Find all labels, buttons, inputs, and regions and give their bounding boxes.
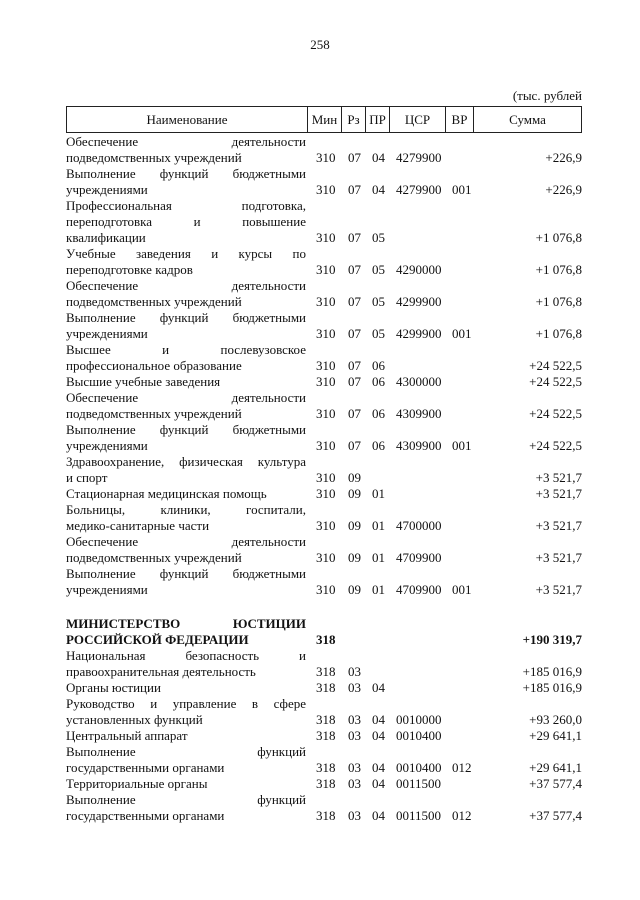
row-sum: +24 522,5 — [529, 374, 582, 389]
row-name-line: Больницы, клиники, госпитали, — [66, 502, 306, 517]
row-name-line: Здравоохранение, физическая культура — [66, 454, 306, 469]
table-row — [66, 616, 582, 648]
row-pr: 06 — [372, 374, 385, 389]
table-header — [66, 106, 582, 133]
row-csr: 0010400 — [396, 760, 442, 775]
row-min: 310 — [316, 374, 336, 389]
row-min: 310 — [316, 326, 336, 341]
row-pr: 04 — [372, 808, 385, 823]
row-name-line: медико-санитарные части — [66, 518, 210, 533]
row-vr: 001 — [452, 582, 472, 597]
row-name — [66, 744, 306, 776]
table-row — [66, 534, 582, 566]
row-min: 310 — [316, 582, 336, 597]
row-rz: 07 — [348, 230, 361, 245]
row-pr: 05 — [372, 230, 385, 245]
row-rz: 03 — [348, 808, 361, 823]
row-pr: 01 — [372, 550, 385, 565]
row-name-line: Органы юстиции — [66, 680, 161, 695]
row-name-line: Национальная безопасность и — [66, 648, 306, 663]
table-row — [66, 374, 582, 390]
row-name-line: правоохранительная деятельность — [66, 664, 256, 679]
row-name-line: Стационарная медицинская помощь — [66, 486, 267, 501]
row-name-line: Центральный аппарат — [66, 728, 188, 743]
row-pr: 04 — [372, 680, 385, 695]
row-csr: 4299900 — [396, 326, 442, 341]
row-sum: +3 521,7 — [535, 550, 582, 565]
row-min: 318 — [316, 776, 336, 791]
row-name-line: учреждениями — [66, 326, 148, 341]
page-number: 258 — [310, 37, 330, 52]
table-row — [66, 776, 582, 792]
row-name — [66, 422, 306, 454]
row-name-line: Обеспечение деятельности — [66, 134, 306, 149]
row-sum: +1 076,8 — [535, 230, 582, 245]
row-name — [66, 310, 306, 342]
row-pr: 06 — [372, 406, 385, 421]
row-csr: 4290000 — [396, 262, 442, 277]
row-name-line: государственными органами — [66, 760, 225, 775]
row-name-line: Обеспечение деятельности — [66, 534, 306, 549]
row-pr: 06 — [372, 438, 385, 453]
row-name — [66, 502, 306, 534]
row-sum: +3 521,7 — [535, 582, 582, 597]
row-rz: 07 — [348, 438, 361, 453]
header-sum: Сумма — [473, 107, 581, 132]
row-sum: +3 521,7 — [535, 486, 582, 501]
table-row — [66, 744, 582, 776]
row-name-line: переподготовка и повышение — [66, 214, 306, 229]
table-row — [66, 792, 582, 824]
row-pr: 05 — [372, 262, 385, 277]
row-min: 318 — [316, 664, 336, 679]
row-name — [66, 374, 306, 390]
table-row — [66, 246, 582, 278]
row-name — [66, 134, 306, 166]
header-min: Мин — [307, 107, 341, 132]
row-rz: 03 — [348, 712, 361, 727]
row-name — [66, 648, 306, 680]
table-row — [66, 166, 582, 198]
table-row — [66, 486, 582, 502]
row-sum: +24 522,5 — [529, 406, 582, 421]
row-sum: +226,9 — [545, 182, 582, 197]
row-csr: 4299900 — [396, 294, 442, 309]
table-body — [66, 134, 582, 824]
row-rz: 07 — [348, 358, 361, 373]
table-row — [66, 728, 582, 744]
row-min: 318 — [316, 680, 336, 695]
row-spacer — [66, 598, 582, 616]
row-vr: 001 — [452, 438, 472, 453]
table-row — [66, 648, 582, 680]
row-pr: 06 — [372, 358, 385, 373]
row-name-line: установленных функций — [66, 712, 203, 727]
row-pr: 04 — [372, 712, 385, 727]
row-sum: +185 016,9 — [522, 680, 582, 695]
table-row — [66, 566, 582, 598]
row-name-line: государственными органами — [66, 808, 225, 823]
row-vr: 001 — [452, 326, 472, 341]
row-name-line: Выполнение функций бюджетными — [66, 422, 306, 437]
table-row — [66, 502, 582, 534]
table-row — [66, 278, 582, 310]
row-sum: +37 577,4 — [529, 808, 582, 823]
row-min: 318 — [316, 712, 336, 727]
row-sum: +29 641,1 — [529, 760, 582, 775]
row-csr: 0010400 — [396, 728, 442, 743]
row-min: 310 — [316, 230, 336, 245]
table-row — [66, 454, 582, 486]
row-name-line: Высшее и послевузовское — [66, 342, 306, 357]
row-rz: 09 — [348, 582, 361, 597]
row-pr: 05 — [372, 294, 385, 309]
row-min: 310 — [316, 486, 336, 501]
row-vr: 012 — [452, 760, 472, 775]
row-name-line: РОССИЙСКОЙ ФЕДЕРАЦИИ — [66, 632, 249, 647]
row-min: 318 — [316, 808, 336, 823]
row-min: 310 — [316, 470, 336, 485]
row-name-line: Обеспечение деятельности — [66, 390, 306, 405]
units-note: (тыс. рублей — [512, 88, 582, 103]
row-name — [66, 696, 306, 728]
row-name-line: Выполнение функций — [66, 744, 306, 759]
row-sum: +190 319,7 — [522, 632, 582, 647]
row-csr: 4300000 — [396, 374, 442, 389]
row-name — [66, 728, 306, 744]
row-name-line: учреждениями — [66, 582, 148, 597]
row-pr: 04 — [372, 776, 385, 791]
header-vr: ВР — [445, 107, 473, 132]
row-sum: +29 641,1 — [529, 728, 582, 743]
row-name-line: Учебные заведения и курсы по — [66, 246, 306, 261]
row-rz: 07 — [348, 150, 361, 165]
row-rz: 07 — [348, 374, 361, 389]
row-pr: 01 — [372, 518, 385, 533]
row-sum: +1 076,8 — [535, 262, 582, 277]
row-name-line: переподготовке кадров — [66, 262, 193, 277]
row-rz: 07 — [348, 182, 361, 197]
row-min: 310 — [316, 262, 336, 277]
table-row — [66, 310, 582, 342]
table-row — [66, 422, 582, 454]
row-csr: 0011500 — [396, 808, 442, 823]
row-vr: 012 — [452, 808, 472, 823]
row-name-line: и спорт — [66, 470, 108, 485]
header-csr: ЦСР — [389, 107, 445, 132]
row-name — [66, 278, 306, 310]
row-rz: 03 — [348, 664, 361, 679]
row-name — [66, 534, 306, 566]
table-row — [66, 390, 582, 422]
row-name-line: Территориальные органы — [66, 776, 208, 791]
row-min: 310 — [316, 406, 336, 421]
row-min: 310 — [316, 550, 336, 565]
row-name-line: подведомственных учреждений — [66, 294, 242, 309]
row-rz: 09 — [348, 486, 361, 501]
row-min: 310 — [316, 358, 336, 373]
row-name-line: Выполнение функций бюджетными — [66, 566, 306, 581]
row-name-line: квалификации — [66, 230, 146, 245]
row-min: 318 — [316, 632, 336, 647]
row-name-line: МИНИСТЕРСТВО ЮСТИЦИИ — [66, 616, 306, 631]
header-pr: ПР — [365, 107, 389, 132]
row-name-line: Высшие учебные заведения — [66, 374, 221, 389]
table-row — [66, 696, 582, 728]
row-csr: 4279900 — [396, 182, 442, 197]
row-name — [66, 616, 306, 648]
row-csr: 0011500 — [396, 776, 442, 791]
row-sum: +1 076,8 — [535, 326, 582, 341]
row-name — [66, 680, 306, 696]
row-pr: 04 — [372, 760, 385, 775]
row-name — [66, 166, 306, 198]
row-sum: +3 521,7 — [535, 470, 582, 485]
row-min: 310 — [316, 182, 336, 197]
row-sum: +93 260,0 — [529, 712, 582, 727]
row-rz: 03 — [348, 760, 361, 775]
row-sum: +37 577,4 — [529, 776, 582, 791]
row-rz: 03 — [348, 728, 361, 743]
row-min: 310 — [316, 294, 336, 309]
table-row — [66, 680, 582, 696]
row-name — [66, 198, 306, 246]
row-rz: 03 — [348, 776, 361, 791]
row-rz: 07 — [348, 326, 361, 341]
row-name-line: Выполнение функций бюджетными — [66, 166, 306, 181]
row-pr: 04 — [372, 728, 385, 743]
table-row — [66, 134, 582, 166]
row-min: 310 — [316, 438, 336, 453]
row-pr: 01 — [372, 486, 385, 501]
row-name-line: учреждениями — [66, 182, 148, 197]
table-row — [66, 342, 582, 374]
row-csr: 4709900 — [396, 582, 442, 597]
row-min: 318 — [316, 760, 336, 775]
row-sum: +24 522,5 — [529, 438, 582, 453]
row-sum: +3 521,7 — [535, 518, 582, 533]
row-pr: 04 — [372, 182, 385, 197]
row-name — [66, 486, 306, 502]
row-csr: 4709900 — [396, 550, 442, 565]
header-rz: Рз — [341, 107, 365, 132]
row-name — [66, 454, 306, 486]
row-name — [66, 566, 306, 598]
row-name-line: профессиональное образование — [66, 358, 242, 373]
row-csr: 4279900 — [396, 150, 442, 165]
row-csr: 4309900 — [396, 406, 442, 421]
row-name-line: подведомственных учреждений — [66, 406, 242, 421]
row-name-line: Выполнение функций — [66, 792, 306, 807]
row-name — [66, 776, 306, 792]
row-sum: +185 016,9 — [522, 664, 582, 679]
row-name — [66, 342, 306, 374]
row-csr: 4309900 — [396, 438, 442, 453]
row-sum: +226,9 — [545, 150, 582, 165]
row-min: 310 — [316, 150, 336, 165]
row-name-line: Обеспечение деятельности — [66, 278, 306, 293]
row-rz: 07 — [348, 406, 361, 421]
row-name — [66, 390, 306, 422]
row-csr: 4700000 — [396, 518, 442, 533]
row-csr: 0010000 — [396, 712, 442, 727]
row-vr: 001 — [452, 182, 472, 197]
row-name-line: Руководство и управление в сфере — [66, 696, 306, 711]
row-sum: +1 076,8 — [535, 294, 582, 309]
row-sum: +24 522,5 — [529, 358, 582, 373]
row-name — [66, 246, 306, 278]
row-name-line: подведомственных учреждений — [66, 550, 242, 565]
row-min: 310 — [316, 518, 336, 533]
row-name-line: учреждениями — [66, 438, 148, 453]
row-rz: 09 — [348, 550, 361, 565]
row-rz: 03 — [348, 680, 361, 695]
row-rz: 07 — [348, 294, 361, 309]
row-min: 318 — [316, 728, 336, 743]
row-name-line: Выполнение функций бюджетными — [66, 310, 306, 325]
row-rz: 09 — [348, 518, 361, 533]
row-name-line: Профессиональная подготовка, — [66, 198, 306, 213]
row-name — [66, 792, 306, 824]
row-pr: 05 — [372, 326, 385, 341]
table-row — [66, 198, 582, 246]
row-rz: 09 — [348, 470, 361, 485]
row-rz: 07 — [348, 262, 361, 277]
row-name-line: подведомственных учреждений — [66, 150, 242, 165]
row-pr: 01 — [372, 582, 385, 597]
row-pr: 04 — [372, 150, 385, 165]
header-name: Наименование — [146, 111, 228, 127]
